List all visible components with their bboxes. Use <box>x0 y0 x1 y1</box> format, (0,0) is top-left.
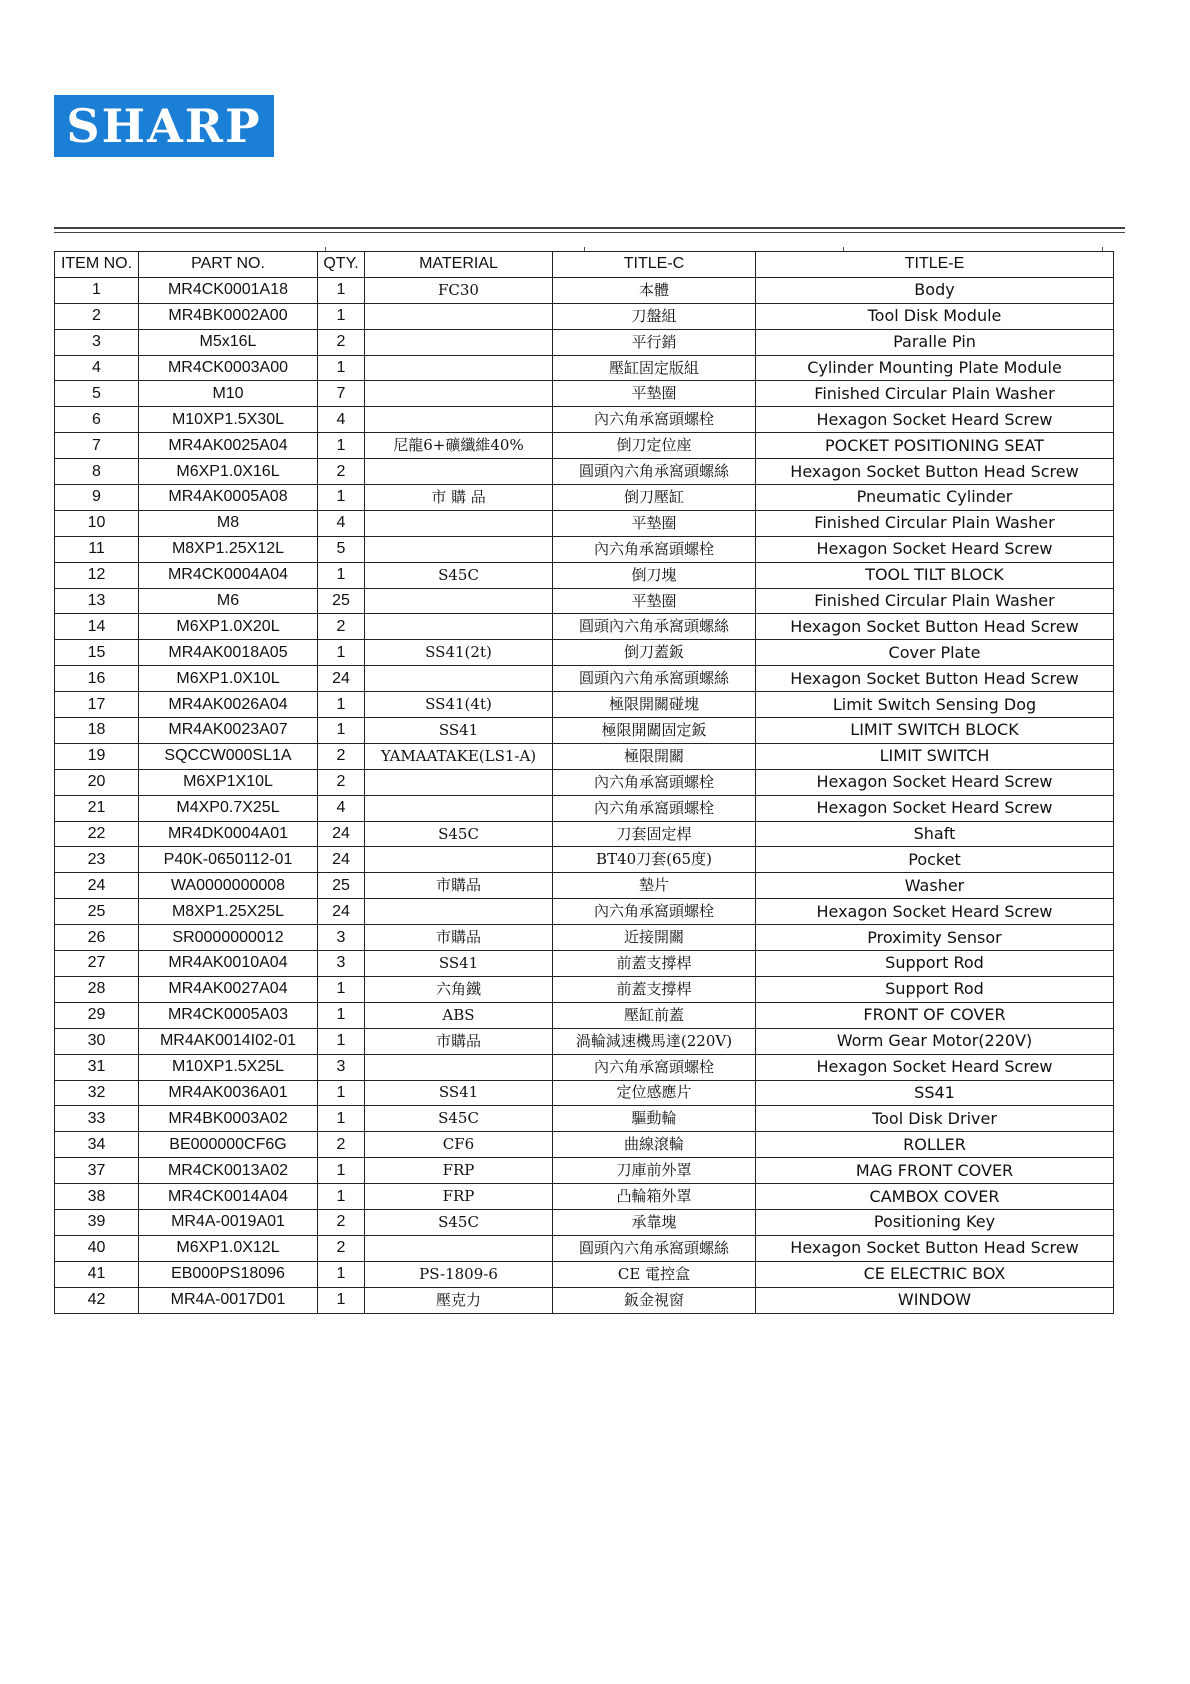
cell-title-c: 刀套固定桿 <box>553 821 756 847</box>
table-row <box>55 614 1114 640</box>
header-title-e: TITLE-E <box>756 252 1114 278</box>
cell-material <box>365 899 553 925</box>
cell-item-no: 20 <box>55 769 139 795</box>
cell-qty: 2 <box>318 743 365 769</box>
cell-material: CF6 <box>365 1132 553 1158</box>
cell-item-no: 14 <box>55 614 139 640</box>
cell-material <box>365 769 553 795</box>
cell-material: 尼龍6+礦纖維40% <box>365 433 553 459</box>
cell-material: YAMAATAKE(LS1-A) <box>365 743 553 769</box>
cell-part-no: P40K-0650112-01 <box>139 847 318 873</box>
cell-title-e: Cylinder Mounting Plate Module <box>756 355 1114 381</box>
cell-part-no: M10XP1.5X30L <box>139 407 318 433</box>
cell-qty: 1 <box>318 1184 365 1210</box>
cell-part-no: M8XP1.25X12L <box>139 536 318 562</box>
cell-item-no: 1 <box>55 277 139 303</box>
cell-part-no: M8 <box>139 510 318 536</box>
cell-material: FC30 <box>365 277 553 303</box>
cell-title-c: 凸輪箱外罩 <box>553 1184 756 1210</box>
cell-title-c: 圓頭內六角承窩頭螺絲 <box>553 614 756 640</box>
cell-qty: 1 <box>318 1106 365 1132</box>
table-row <box>55 795 1114 821</box>
header-rule-bottom <box>54 232 1125 233</box>
cell-title-c: 內六角承窩頭螺栓 <box>553 795 756 821</box>
header-part-no: PART NO. <box>139 252 318 278</box>
cell-qty: 1 <box>318 640 365 666</box>
table-row <box>55 355 1114 381</box>
table-row <box>55 1002 1114 1028</box>
table-row <box>55 562 1114 588</box>
cell-material: 市購品 <box>365 873 553 899</box>
table-row <box>55 329 1114 355</box>
cell-material <box>365 329 553 355</box>
cell-title-e: Hexagon Socket Button Head Screw <box>756 1235 1114 1261</box>
table-row <box>55 847 1114 873</box>
cell-qty: 1 <box>318 1287 365 1313</box>
table-row <box>55 640 1114 666</box>
cell-item-no: 27 <box>55 951 139 977</box>
table-row <box>55 381 1114 407</box>
cell-qty: 7 <box>318 381 365 407</box>
cell-title-e: Pocket <box>756 847 1114 873</box>
cell-part-no: MR4A-0019A01 <box>139 1209 318 1235</box>
cell-title-c: 驅動輪 <box>553 1106 756 1132</box>
cell-material: 市購品 <box>365 925 553 951</box>
table-row <box>55 588 1114 614</box>
cell-qty: 2 <box>318 1235 365 1261</box>
cell-material <box>365 536 553 562</box>
cell-item-no: 26 <box>55 925 139 951</box>
cell-qty: 1 <box>318 1028 365 1054</box>
cell-title-e: MAG FRONT COVER <box>756 1158 1114 1184</box>
cell-material: S45C <box>365 1106 553 1132</box>
cell-part-no: M8XP1.25X25L <box>139 899 318 925</box>
cell-title-e: ROLLER <box>756 1132 1114 1158</box>
cell-item-no: 12 <box>55 562 139 588</box>
cell-part-no: MR4BK0003A02 <box>139 1106 318 1132</box>
cell-item-no: 4 <box>55 355 139 381</box>
cell-title-c: 平墊圈 <box>553 510 756 536</box>
cell-title-e: Finished Circular Plain Washer <box>756 588 1114 614</box>
cell-part-no: MR4DK0004A01 <box>139 821 318 847</box>
cell-qty: 1 <box>318 1261 365 1287</box>
cell-item-no: 28 <box>55 976 139 1002</box>
cell-qty: 1 <box>318 355 365 381</box>
cell-material: S45C <box>365 1209 553 1235</box>
cell-part-no: MR4AK0025A04 <box>139 433 318 459</box>
cell-title-e: Hexagon Socket Button Head Screw <box>756 459 1114 485</box>
cell-part-no: MR4CK0014A04 <box>139 1184 318 1210</box>
cell-title-c: BT40刀套(65度) <box>553 847 756 873</box>
cell-title-e: LIMIT SWITCH BLOCK <box>756 718 1114 744</box>
cell-qty: 4 <box>318 407 365 433</box>
cell-title-e: WINDOW <box>756 1287 1114 1313</box>
cell-qty: 1 <box>318 1158 365 1184</box>
table-row <box>55 1261 1114 1287</box>
cell-item-no: 31 <box>55 1054 139 1080</box>
cell-material <box>365 666 553 692</box>
cell-part-no: WA0000000008 <box>139 873 318 899</box>
cell-qty: 1 <box>318 485 365 511</box>
cell-qty: 1 <box>318 718 365 744</box>
table-row <box>55 303 1114 329</box>
cell-material <box>365 588 553 614</box>
table-row <box>55 666 1114 692</box>
cell-qty: 3 <box>318 925 365 951</box>
table-row <box>55 433 1114 459</box>
cell-item-no: 16 <box>55 666 139 692</box>
cell-title-c: 鈑金視窗 <box>553 1287 756 1313</box>
cell-part-no: M6XP1.0X12L <box>139 1235 318 1261</box>
cell-qty: 2 <box>318 769 365 795</box>
cell-part-no: BE000000CF6G <box>139 1132 318 1158</box>
cell-title-e: Washer <box>756 873 1114 899</box>
cell-title-e: POCKET POSITIONING SEAT <box>756 433 1114 459</box>
cell-qty: 24 <box>318 821 365 847</box>
cell-qty: 1 <box>318 562 365 588</box>
cell-qty: 2 <box>318 459 365 485</box>
table-row <box>55 1054 1114 1080</box>
cell-title-c: 墊片 <box>553 873 756 899</box>
cell-title-e: Tool Disk Module <box>756 303 1114 329</box>
table-row <box>55 1287 1114 1313</box>
cell-title-c: 圓頭內六角承窩頭螺絲 <box>553 459 756 485</box>
table-row <box>55 899 1114 925</box>
cell-material: S45C <box>365 562 553 588</box>
cell-item-no: 2 <box>55 303 139 329</box>
cell-material <box>365 847 553 873</box>
table-row <box>55 1184 1114 1210</box>
table-row <box>55 718 1114 744</box>
cell-title-c: 平行銷 <box>553 329 756 355</box>
header-material: MATERIAL <box>365 252 553 278</box>
cell-title-e: Positioning Key <box>756 1209 1114 1235</box>
header-title-c: TITLE-C <box>553 252 756 278</box>
cell-item-no: 9 <box>55 485 139 511</box>
table-row <box>55 951 1114 977</box>
cell-material <box>365 1054 553 1080</box>
cell-title-e: Paralle Pin <box>756 329 1114 355</box>
cell-qty: 24 <box>318 847 365 873</box>
cell-material <box>365 795 553 821</box>
cell-title-e: CAMBOX COVER <box>756 1184 1114 1210</box>
cell-title-e: Hexagon Socket Heard Screw <box>756 795 1114 821</box>
cell-title-e: Body <box>756 277 1114 303</box>
parts-table-body <box>55 277 1114 1313</box>
table-row <box>55 459 1114 485</box>
cell-part-no: MR4BK0002A00 <box>139 303 318 329</box>
cell-title-e: Hexagon Socket Heard Screw <box>756 899 1114 925</box>
cell-title-e: Hexagon Socket Heard Screw <box>756 407 1114 433</box>
table-row <box>55 1158 1114 1184</box>
cell-title-c: 極限開關碰塊 <box>553 692 756 718</box>
cell-title-c: 倒刀定位座 <box>553 433 756 459</box>
cell-material: S45C <box>365 821 553 847</box>
logo-text: SHARP <box>66 99 262 153</box>
cell-material <box>365 381 553 407</box>
cell-item-no: 15 <box>55 640 139 666</box>
header-rule-top <box>54 227 1125 229</box>
cell-part-no: MR4AK0027A04 <box>139 976 318 1002</box>
cell-material: SS41(2t) <box>365 640 553 666</box>
cell-part-no: MR4CK0003A00 <box>139 355 318 381</box>
table-header-row <box>55 252 1114 278</box>
table-row <box>55 1235 1114 1261</box>
cell-title-e: Hexagon Socket Heard Screw <box>756 769 1114 795</box>
cell-title-c: 本體 <box>553 277 756 303</box>
cell-material: SS41 <box>365 718 553 744</box>
cell-qty: 5 <box>318 536 365 562</box>
cell-part-no: EB000PS18096 <box>139 1261 318 1287</box>
cell-qty: 24 <box>318 899 365 925</box>
cell-title-c: CE 電控盒 <box>553 1261 756 1287</box>
cell-title-c: 定位感應片 <box>553 1080 756 1106</box>
cell-title-c: 壓缸固定版組 <box>553 355 756 381</box>
cell-part-no: MR4AK0010A04 <box>139 951 318 977</box>
cell-material <box>365 510 553 536</box>
cell-qty: 2 <box>318 329 365 355</box>
cell-material: FRP <box>365 1158 553 1184</box>
cell-item-no: 11 <box>55 536 139 562</box>
cell-title-e: LIMIT SWITCH <box>756 743 1114 769</box>
cell-item-no: 32 <box>55 1080 139 1106</box>
table-row <box>55 277 1114 303</box>
cell-material: 六角鐵 <box>365 976 553 1002</box>
cell-item-no: 30 <box>55 1028 139 1054</box>
table-row <box>55 743 1114 769</box>
cell-part-no: M6XP1.0X20L <box>139 614 318 640</box>
cell-item-no: 10 <box>55 510 139 536</box>
cell-part-no: MR4A-0017D01 <box>139 1287 318 1313</box>
cell-item-no: 34 <box>55 1132 139 1158</box>
cell-title-e: Cover Plate <box>756 640 1114 666</box>
cell-title-e: CE ELECTRIC BOX <box>756 1261 1114 1287</box>
cell-title-c: 平墊圈 <box>553 381 756 407</box>
cell-title-e: Finished Circular Plain Washer <box>756 381 1114 407</box>
cell-item-no: 39 <box>55 1209 139 1235</box>
table-row <box>55 692 1114 718</box>
header-qty: QTY. <box>318 252 365 278</box>
cell-title-c: 前蓋支撐桿 <box>553 951 756 977</box>
cell-item-no: 5 <box>55 381 139 407</box>
cell-title-e: Finished Circular Plain Washer <box>756 510 1114 536</box>
cell-material <box>365 303 553 329</box>
cell-part-no: M10 <box>139 381 318 407</box>
table-row <box>55 769 1114 795</box>
cell-qty: 3 <box>318 951 365 977</box>
cell-title-c: 壓缸前蓋 <box>553 1002 756 1028</box>
cell-title-e: Hexagon Socket Heard Screw <box>756 536 1114 562</box>
table-row <box>55 1132 1114 1158</box>
cell-material <box>365 614 553 640</box>
cell-material <box>365 459 553 485</box>
cell-title-c: 內六角承窩頭螺栓 <box>553 536 756 562</box>
cell-title-e: TOOL TILT BLOCK <box>756 562 1114 588</box>
cell-part-no: MR4AK0014I02-01 <box>139 1028 318 1054</box>
table-row <box>55 510 1114 536</box>
cell-material: 壓克力 <box>365 1287 553 1313</box>
cell-title-e: Hexagon Socket Heard Screw <box>756 1054 1114 1080</box>
cell-item-no: 42 <box>55 1287 139 1313</box>
cell-title-c: 渦輪減速機馬達(220V) <box>553 1028 756 1054</box>
cell-title-c: 內六角承窩頭螺栓 <box>553 1054 756 1080</box>
cell-part-no: MR4AK0005A08 <box>139 485 318 511</box>
cell-item-no: 22 <box>55 821 139 847</box>
cell-item-no: 21 <box>55 795 139 821</box>
cell-qty: 1 <box>318 692 365 718</box>
cell-part-no: MR4AK0026A04 <box>139 692 318 718</box>
cell-qty: 2 <box>318 614 365 640</box>
cell-item-no: 33 <box>55 1106 139 1132</box>
cell-part-no: MR4CK0005A03 <box>139 1002 318 1028</box>
cell-title-c: 刀盤組 <box>553 303 756 329</box>
cell-part-no: M4XP0.7X25L <box>139 795 318 821</box>
cell-item-no: 37 <box>55 1158 139 1184</box>
cell-part-no: M5x16L <box>139 329 318 355</box>
cell-item-no: 41 <box>55 1261 139 1287</box>
cell-item-no: 18 <box>55 718 139 744</box>
cell-material: SS41(4t) <box>365 692 553 718</box>
cell-qty: 1 <box>318 1080 365 1106</box>
cell-item-no: 40 <box>55 1235 139 1261</box>
cell-title-e: Hexagon Socket Button Head Screw <box>756 666 1114 692</box>
cell-title-e: Support Rod <box>756 951 1114 977</box>
cell-title-c: 倒刀壓缸 <box>553 485 756 511</box>
cell-material: SS41 <box>365 1080 553 1106</box>
cell-qty: 25 <box>318 873 365 899</box>
cell-qty: 1 <box>318 976 365 1002</box>
cell-part-no: MR4CK0004A04 <box>139 562 318 588</box>
cell-qty: 4 <box>318 795 365 821</box>
cell-title-e: Support Rod <box>756 976 1114 1002</box>
table-row <box>55 976 1114 1002</box>
cell-part-no: M6XP1.0X10L <box>139 666 318 692</box>
cell-material <box>365 407 553 433</box>
cell-part-no: SQCCW000SL1A <box>139 743 318 769</box>
table-row <box>55 407 1114 433</box>
cell-material: PS-1809-6 <box>365 1261 553 1287</box>
cell-qty: 2 <box>318 1209 365 1235</box>
cell-title-c: 內六角承窩頭螺栓 <box>553 899 756 925</box>
cell-title-c: 倒刀塊 <box>553 562 756 588</box>
cell-part-no: MR4CK0001A18 <box>139 277 318 303</box>
cell-title-c: 前蓋支撐桿 <box>553 976 756 1002</box>
cell-title-c: 承靠塊 <box>553 1209 756 1235</box>
cell-item-no: 13 <box>55 588 139 614</box>
cell-part-no: SR0000000012 <box>139 925 318 951</box>
cell-material <box>365 355 553 381</box>
table-row <box>55 925 1114 951</box>
table-row <box>55 873 1114 899</box>
cell-part-no: MR4AK0018A05 <box>139 640 318 666</box>
cell-item-no: 23 <box>55 847 139 873</box>
cell-material: 市購品 <box>365 1028 553 1054</box>
cell-title-c: 極限開關固定鈑 <box>553 718 756 744</box>
cell-title-e: Proximity Sensor <box>756 925 1114 951</box>
cell-title-c: 近接開關 <box>553 925 756 951</box>
cell-part-no: M6XP1.0X16L <box>139 459 318 485</box>
table-row <box>55 1106 1114 1132</box>
table-row <box>55 1028 1114 1054</box>
cell-item-no: 24 <box>55 873 139 899</box>
cell-part-no: MR4AK0036A01 <box>139 1080 318 1106</box>
cell-item-no: 6 <box>55 407 139 433</box>
cell-title-e: Pneumatic Cylinder <box>756 485 1114 511</box>
cell-title-c: 倒刀蓋鈑 <box>553 640 756 666</box>
cell-title-e: SS41 <box>756 1080 1114 1106</box>
cell-title-e: Shaft <box>756 821 1114 847</box>
cell-qty: 4 <box>318 510 365 536</box>
table-row <box>55 536 1114 562</box>
cell-material: ABS <box>365 1002 553 1028</box>
cell-qty: 24 <box>318 666 365 692</box>
cell-qty: 1 <box>318 303 365 329</box>
cell-title-e: Tool Disk Driver <box>756 1106 1114 1132</box>
cell-qty: 1 <box>318 1002 365 1028</box>
cell-title-e: FRONT OF COVER <box>756 1002 1114 1028</box>
cell-qty: 1 <box>318 433 365 459</box>
cell-title-c: 曲線滾輪 <box>553 1132 756 1158</box>
cell-item-no: 25 <box>55 899 139 925</box>
cell-material: SS41 <box>365 951 553 977</box>
cell-item-no: 29 <box>55 1002 139 1028</box>
cell-item-no: 19 <box>55 743 139 769</box>
cell-part-no: M6 <box>139 588 318 614</box>
sharp-logo <box>54 95 274 157</box>
cell-title-c: 內六角承窩頭螺栓 <box>553 769 756 795</box>
cell-part-no: MR4CK0013A02 <box>139 1158 318 1184</box>
cell-title-c: 圓頭內六角承窩頭螺絲 <box>553 666 756 692</box>
cell-material: 市 購 品 <box>365 485 553 511</box>
cell-title-c: 刀庫前外罩 <box>553 1158 756 1184</box>
table-row <box>55 1209 1114 1235</box>
cell-item-no: 3 <box>55 329 139 355</box>
cell-material <box>365 1235 553 1261</box>
header-item-no: ITEM NO. <box>55 252 139 278</box>
cell-part-no: MR4AK0023A07 <box>139 718 318 744</box>
cell-part-no: M10XP1.5X25L <box>139 1054 318 1080</box>
table-row <box>55 485 1114 511</box>
parts-list-table <box>54 251 1114 1314</box>
cell-qty: 2 <box>318 1132 365 1158</box>
cell-item-no: 7 <box>55 433 139 459</box>
cell-qty: 3 <box>318 1054 365 1080</box>
cell-title-c: 平墊圈 <box>553 588 756 614</box>
cell-title-c: 圓頭內六角承窩頭螺絲 <box>553 1235 756 1261</box>
cell-title-c: 內六角承窩頭螺栓 <box>553 407 756 433</box>
cell-part-no: M6XP1X10L <box>139 769 318 795</box>
table-row <box>55 1080 1114 1106</box>
table-row <box>55 821 1114 847</box>
cell-title-e: Limit Switch Sensing Dog <box>756 692 1114 718</box>
cell-item-no: 38 <box>55 1184 139 1210</box>
cell-title-e: Worm Gear Motor(220V) <box>756 1028 1114 1054</box>
cell-item-no: 17 <box>55 692 139 718</box>
cell-qty: 25 <box>318 588 365 614</box>
cell-title-c: 極限開關 <box>553 743 756 769</box>
cell-item-no: 8 <box>55 459 139 485</box>
cell-material: FRP <box>365 1184 553 1210</box>
cell-qty: 1 <box>318 277 365 303</box>
cell-title-e: Hexagon Socket Button Head Screw <box>756 614 1114 640</box>
